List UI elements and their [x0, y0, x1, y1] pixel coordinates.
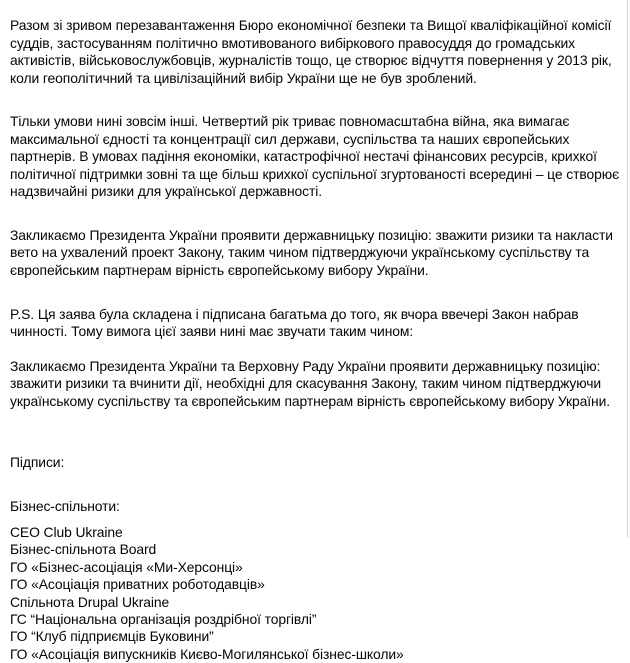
business-heading	[10, 480, 622, 515]
paragraph-2-text: Тільки умови нині зовсім інші. Четвертий рік триває повномасштабна війна, яка вимагає максимальної єдності та концентрації сил держави, суспільства та наших європейських партнерів. В умовах падіння економіки, катастрофічної нестачі фінансових ресурсів, крихкої політичної підтримки зовні та ще більш крихкої суспільної згуртованості всередині – це створює надзвичайні ризики для української державності.	[10, 113, 620, 200]
post-body	[10, 0, 622, 663]
signer-item: ГС “Національна організація роздрібної торгівлі”	[10, 611, 317, 627]
business-heading-text: Бізнес-спільноти:	[10, 497, 120, 514]
signatures-heading	[10, 436, 622, 471]
signer-item: ГО “Клуб підприємців Буковини”	[10, 628, 214, 645]
paragraph-2	[10, 96, 622, 200]
signer-item: ГО «Асоціація випускників Києво-Могилянської бізнес-школи»	[10, 645, 404, 662]
postscript	[10, 288, 622, 427]
postscript-intro: P.S. Ця заява була складена і підписана багатьма до того, як вчора ввечері Закон набрав чинності. Тому вимога цієї заяви нині має звучати таким чином:	[10, 305, 579, 339]
postscript-demand: Закликаємо Президента України та Верховну Раду України проявити державницьку позицію: зважити ризики та вчинити дії, необхідні для скасування Закону, таким чином підтверджуючи українському суспільству та європейським партнерам вірність європейському вибору України.	[10, 357, 610, 409]
signers-list	[10, 524, 622, 663]
paragraph-1-text: Разом зі зривом перезавантаження Бюро економічної безпеки та Вищої кваліфікаційної комісії суддів, застосуванням політично вмотивованого вибіркового правосуддя до громадських активістів, військовослужбовців, журналістів тощо, це створює відчуття повернення у 2013 рік, коли геополітичний та цивілізаційний вибір України ще не був зроблений.	[10, 17, 612, 86]
signer-item: ГО «Бізнес-асоціація «Ми-Херсонці»	[10, 558, 243, 575]
signer-item: Бізнес-спільнота Board	[10, 541, 157, 558]
signer-item: Спільнота Drupal Ukraine	[10, 593, 170, 610]
paragraph-3-text: Закликаємо Президента України проявити державницьку позицію: зважити ризики та накласти вето на ухвалений проект Закону, таким чином підтверджуючи українському суспільству та європейським партнерам вірність європейському вибору України.	[10, 226, 613, 278]
paragraph-1	[10, 0, 622, 87]
signer-item: ГО «Асоціація приватних роботодавців»	[10, 576, 265, 593]
signatures-heading-text: Підписи:	[10, 453, 65, 470]
signer-item: CEO Club Ukraine	[10, 523, 123, 540]
right-divider	[627, 0, 628, 538]
paragraph-3	[10, 209, 622, 279]
